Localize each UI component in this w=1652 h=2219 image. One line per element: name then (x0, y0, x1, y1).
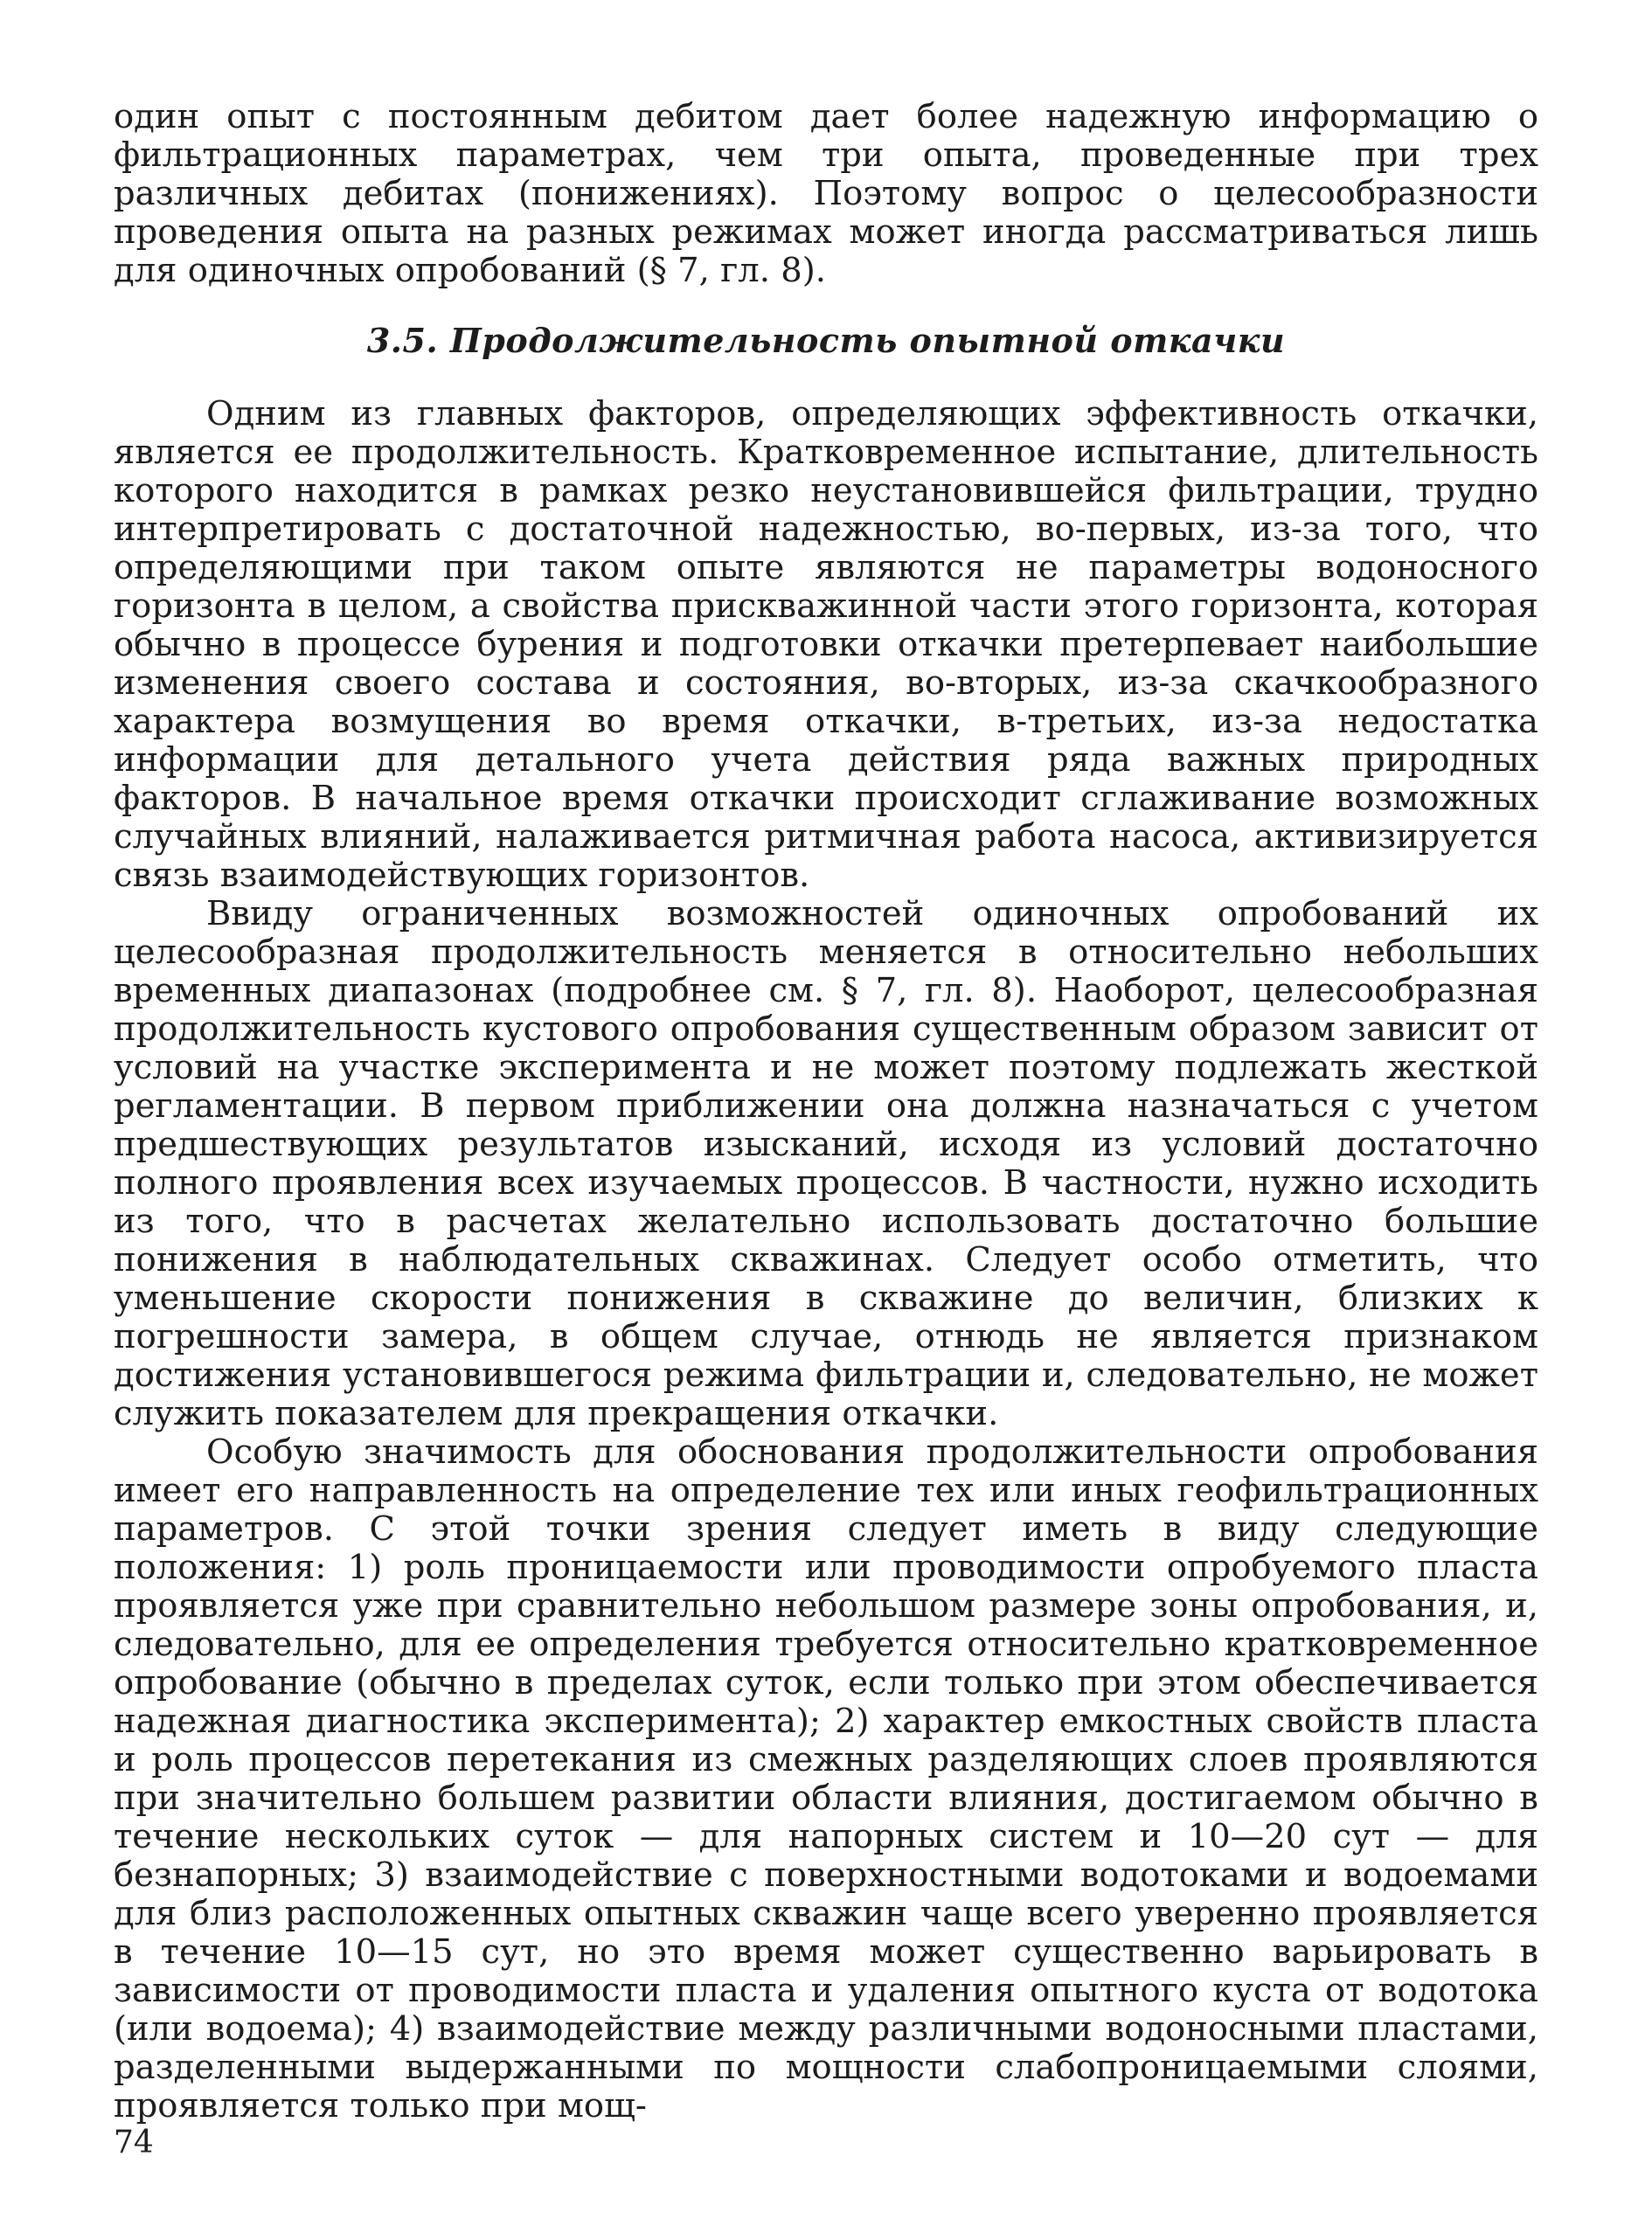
intro-paragraph: один опыт с постоянным дебитом дает более надежную информацию о фильтрационных параметрах, чем три опыта, проведенные при трех различных дебитах (понижениях). Поэтому вопрос о целесообразности проведения опыта на разных режимах может иногда рассматриваться лишь для одиночных опробований (§ 7, гл. 8). (114, 97, 1538, 290)
section-heading: 3.5. Продолжительность опытной откачки (366, 321, 1286, 360)
page-number: 74 (114, 2125, 154, 2160)
page-content (114, 98, 1538, 2125)
body-paragraph: Одним из главных факторов, определяющих эффективность откачки, является ее продолжительность. Кратковременное испытание, длительность которого находится в рамках резко неустановившейся фильтрации, трудно интерпретировать с достаточной надежностью, во-первых, из-за того, что определяющими при таком опыте являются не параметры водоносного горизонта в целом, а свойства прискважинной части этого горизонта, которая обычно в процессе бурения и подготовки откачки претерпевает наибольшие изменения своего состава и состояния, во-вторых, из-за скачкообразного характера возмущения во время откачки, в-третьих, из-за недостатка информации для детального учета действия ряда важных природных факторов. В начальное время откачки происходит сглаживание возможных случайных влияний, налаживается ритмичная работа насоса, активизируется связь взаимодействующих горизонтов. (114, 394, 1538, 895)
body-paragraph: Ввиду ограниченных возможностей одиночных опробований их целесообразная продолжительность меняется в относительно небольших временных диапазонах (подробнее см. § 7, гл. 8). Наоборот, целесообразная продолжительность кустового опробования существенным образом зависит от условий на участке эксперимента и не может поэтому подлежать жесткой регламентации. В первом приближении она должна назначаться с учетом предшествующих результатов изысканий, исходя из условий достаточно полного проявления всех изучаемых процессов. В частности, нужно исходить из того, что в расчетах желательно использовать достаточно большие понижения в наблюдательных скважинах. Следует особо отметить, что уменьшение скорости понижения в скважине до величин, близких к погрешности замера, в общем случае, отнюдь не является признаком достижения установившегося режима фильтрации и, следовательно, не может служить показателем для прекращения откачки. (114, 894, 1538, 1433)
body-paragraph: Особую значимость для обоснования продолжительности опробования имеет его направленность на определение тех или иных геофильтрационных параметров. С этой точки зрения следует иметь в виду следующие положения: 1) роль проницаемости или проводимости опробуемого пласта проявляется уже при сравнительно небольшом размере зоны опробования, и, следовательно, для ее определения требуется относительно кратковременное опробование (обычно в пределах суток, если только при этом обеспечивается надежная диагностика эксперимента); 2) характер емкостных свойств пласта и роль процессов перетекания из смежных разделяющих слоев проявляются при значительно большем развитии области влияния, достигаемом обычно в течение нескольких суток — для напорных систем и 10—20 сут — для безнапорных; 3) взаимодействие с поверхностными водотоками и водоемами для близ расположенных опытных скважин чаще всего уверенно проявляется в течение 10—15 сут, но это время может существенно варьировать в зависимости от проводимости пласта и удаления опытного куста от водотока (или водоема); 4) взаимодействие между различными водоносными пластами, разделенными выдержанными по мощности слабопроницаемыми слоями, проявляется только при мощ- (114, 1432, 1538, 2125)
